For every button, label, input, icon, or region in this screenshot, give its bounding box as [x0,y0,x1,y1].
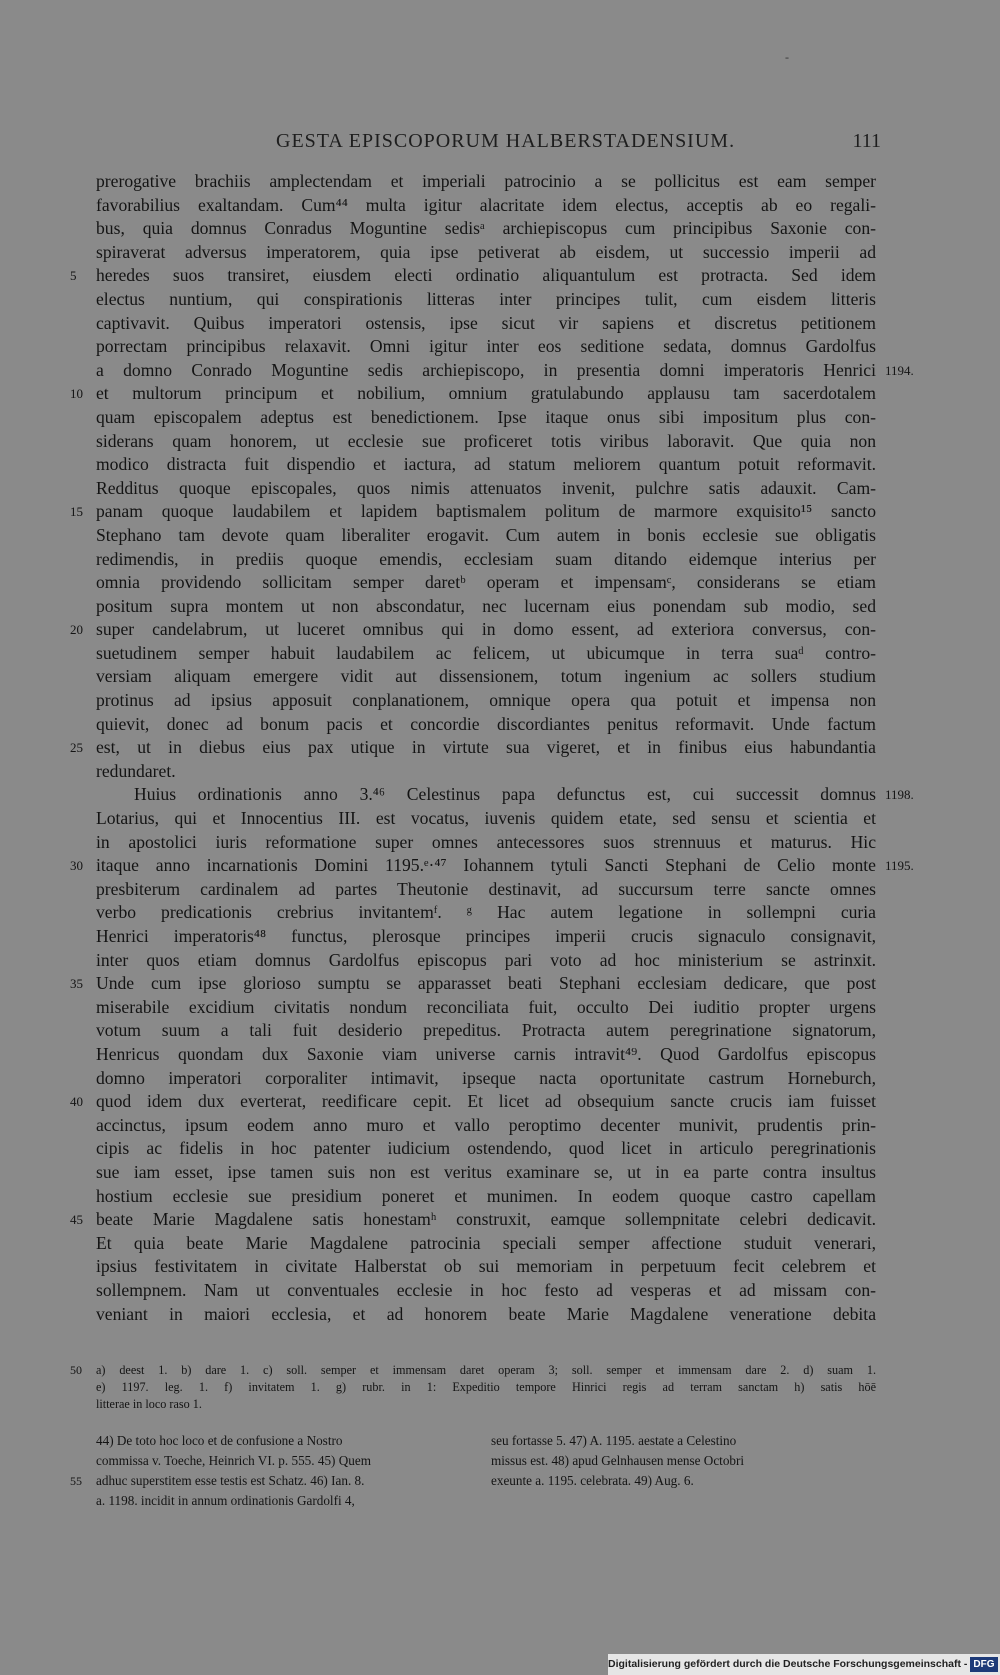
text-line [96,760,876,784]
line-text: electus nuntium, qui conspirationis litteras inter principes tulit, cum eisdem litteris [96,288,876,309]
text-line [96,406,876,430]
line-text: Henricus quondam dux Saxonie viam universe carnis intravit⁴⁹. Quod Gardolfus episcopus [96,1043,876,1064]
line-text: Redditus quoque episcopales, quos nimis attenuatos invenit, pulchre satis adauxit. Cam- [96,477,876,498]
text-line [96,1232,876,1256]
text-line [70,618,876,642]
text-line [96,1137,876,1161]
text-line [96,430,876,454]
line-text: porrectam principibus relaxavit. Omni igitur inter eos seditione sedata, domnus Gardolfus [96,336,876,357]
text-line [96,901,876,925]
line-text: prerogative brachiis amplectendam et imperiali patrocinio a se pollicitus est eam semper [96,171,876,191]
text-line [96,831,876,855]
text-line [96,359,914,383]
line-text: Et quia beate Marie Magdalene patrocinia speciali semper affectione studuit venerari, [96,1232,876,1253]
line-number: 20 [70,622,83,638]
text-line [96,288,876,312]
apparatus-text: e) 1197. leg. 1. f) invitatem 1. g) rubr. in 1: Expeditio tempore Hinrici regis ad terram sanctam h) satis hōē [96,1380,876,1394]
note-left: adhuc superstitem esse testis est Schatz. 46) Ian. 8. [96,1473,365,1488]
apparatus-line [96,1379,876,1396]
text-line [96,170,876,194]
note-right: missus est. 48) apud Gelnhausen mense Octobri [491,1453,745,1468]
text-line [96,1019,876,1043]
text-line [70,1208,876,1232]
line-text: et multorum principum et nobilium, omnium gratulabundo applausu tam sacerdotalem [96,383,876,404]
line-text: redimendis, in prediis quoque emendis, ecclesiam suam ditando eidemque interius per [96,548,876,569]
line-text: Huius ordinationis anno 3.⁴⁶ Celestinus papa defunctus est, cui successit domnus [134,784,876,805]
line-number: 5 [70,268,77,284]
note-left: a. 1198. incidit in annum ordinationis Gardolfi 4, [96,1493,355,1508]
line-text: est, ut in diebus eius pax utique in virtute sua vigeret, et in finibus eius habundantia [96,737,876,758]
text-line [96,1279,876,1303]
note-row [96,1431,876,1451]
line-text: quam episcopalem adeptus est benedictionem. Ipse itaque onus sibi impositum plus con- [96,406,876,427]
line-text: sollempnem. Nam ut conventuales ecclesie in hoc festo ad vesperas et ad missam con- [96,1279,876,1300]
text-line [70,854,914,878]
page-number: 111 [852,130,881,152]
text-line [96,595,876,619]
apparatus-text: litterae in loco raso 1. [96,1397,202,1411]
line-text: favorabilius exaltandam. Cum⁴⁴ multa igitur alacritate idem electus, acceptis ab eo regali- [96,194,876,215]
text-line [70,972,876,996]
text-line [70,1090,876,1114]
line-text: quievit, donec ad bonum pacis et concordie discordiantes penitus reformavit. Unde factum [96,713,876,734]
line-text: super candelabrum, ut luceret omnibus qui in domo essent, ad exteriora conversus, con- [96,619,876,640]
line-number: 25 [70,740,83,756]
running-header [96,130,881,156]
line-number: 55 [70,1474,82,1488]
line-text: votum suum a tali fuit desiderio prepeditus. Protracta autem peregrinatione signatorum, [96,1020,876,1041]
line-number: 40 [70,1094,83,1110]
text-line [96,665,876,689]
margin-year: 1195. [885,858,914,874]
text-line [70,382,876,406]
line-text: Lotarius, qui et Innocentius III. est vocatus, iuvenis quidem etate, sed sensu et scientia et [96,808,876,829]
line-text: positum supra montem ut non abscondatur, nec lucernam eius ponendam sub modio, sed [96,595,876,616]
note-right: exeunte a. 1195. celebrata. 49) Aug. 6. [491,1473,694,1488]
text-line [96,312,876,336]
dfg-logo: DFG [970,1657,997,1672]
line-text: domno imperatori corporaliter intimavit, ipseque nacta oportunitate castrum Horneburch, [96,1067,876,1088]
line-text: verbo predicationis crebrius invitantemᶠ. ᵍ Hac autem legatione in sollempni curia [96,902,876,923]
line-text: spiraverat adversus imperatorem, quia ipse petiverat ab eisdem, ut successio imperii ad [96,241,876,262]
apparatus-line [70,1362,876,1379]
text-line [96,1067,876,1091]
text-line [96,477,876,501]
note-left: commissa v. Toeche, Heinrich VI. p. 555. 45) Quem [96,1453,371,1468]
text-line [96,925,876,949]
text-line [70,736,876,760]
text-line [96,453,876,477]
text-line [96,878,876,902]
line-text: quod idem dux everterat, reedificare cepit. Et licet ad obsequium sancte crucis iam fuisset [96,1091,876,1112]
line-text: modico distracta fuit dispendio et iactura, ad statum meliorem quantum potuit reformavit. [96,454,876,475]
text-line [96,1303,876,1327]
running-title: GESTA EPISCOPORUM HALBERSTADENSIUM. [276,130,736,152]
text-line [96,783,914,807]
line-number: 30 [70,858,83,874]
note-row [96,1451,876,1471]
text-line [96,548,876,572]
text-line [96,241,876,265]
line-text: a domno Conrado Moguntine sedis archiepiscopo, in presentia domni imperatoris Henrici [96,359,876,380]
line-text: protinus ad ipsius apposuit conplanationem, omnique opera qua potuit et impensa non [96,690,876,711]
text-line [96,996,876,1020]
margin-year: 1194. [885,362,914,378]
text-line [96,689,876,713]
text-line [96,335,876,359]
line-text: captivavit. Quibus imperatori ostensis, ipse sicut vir sapiens et discretus petitionem [96,312,876,333]
text-line [70,264,876,288]
line-number: 15 [70,504,83,520]
line-text: cipis ac fidelis in hoc patenter iudicium ostendendo, quod licet in articulo peregrinationis [96,1138,876,1159]
page-mark: - [785,50,789,64]
main-text [70,170,914,1326]
note-row [70,1471,876,1491]
text-line [96,1043,876,1067]
text-line [96,1185,876,1209]
line-text: itaque anno incarnationis Domini 1195.ᵉ·⁴⁷ Iohannem tytuli Sancti Stephani de Celio monte [96,855,876,876]
text-line [96,642,876,666]
line-number: 35 [70,976,83,992]
line-text: redundaret. [96,760,176,781]
line-text: presbiterum cardinalem ad partes Theutonie destinavit, ad succursum terre sancte omnes [96,878,876,899]
text-line [96,713,876,737]
text-line [96,217,876,241]
line-text: accinctus, ipsum eodem anno muro et vallo peroptimo decenter munivit, prudentis prin- [96,1114,876,1135]
line-text: in apostolici iuris reformatione super omnes antecessores suos strennuus et maturus. Hic [96,831,876,852]
line-text: inter quos etiam domnus Gardolfus episcopus pari voto ad hoc ministerium se astrinxit. [96,949,876,970]
dfg-footer [608,1654,1000,1675]
line-text: ipsius festivitatem in civitate Halberstat ob sui memoriam in perpetuum fecit celebrem et [96,1256,876,1277]
line-number: 10 [70,386,83,402]
text-line [96,194,876,218]
line-text: sue iam esset, ipse tamen suis non est veritus examinare se, ut in ea parte contra insultus [96,1161,876,1182]
line-text: veniant in maiori ecclesia, et ad honorem beate Marie Magdalene veneratione debita [96,1303,876,1324]
text-line [96,807,876,831]
line-text: panam quoque laudabilem et lapidem baptismalem politum de marmore exquisito¹⁵ sancto [96,501,876,522]
text-line [96,1255,876,1279]
line-text: Unde cum ipse glorioso sumptu se apparasset beati Stephani ecclesiam dedicare, que post [96,973,876,994]
historical-notes [70,1431,876,1511]
apparatus-text: a) deest 1. b) dare 1. c) soll. semper et immensam daret operam 3; soll. semper et immensam dare 2. d) suam 1. [96,1363,876,1377]
line-text: siderans quam honorem, ut ecclesie sue proficeret totis viribus laboravit. Que quia non [96,430,876,451]
text-line [70,500,876,524]
line-number: 50 [70,1363,82,1377]
text-line [96,949,876,973]
line-text: hostium ecclesie sue presidium poneret et munimen. In eodem quoque castro capellam [96,1185,876,1206]
note-row [96,1491,876,1511]
line-text: miserabile excidium civitatis nondum reconciliata fuit, occulto Dei iuditio propter urgens [96,996,876,1017]
note-right: seu fortasse 5. 47) A. 1195. aestate a Celestino [491,1433,737,1448]
line-text: versiam aliquam emergere vidit aut dissensionem, totum ingenium ac sollers studium [96,666,876,687]
line-text: suetudinem semper habuit laudabilem ac felicem, ut ubicumque in terra suaᵈ contro- [96,642,876,663]
footer-text: Digitalisierung gefördert durch die Deutsche Forschungsgemeinschaft - [608,1658,968,1670]
line-text: heredes suos transiret, eiusdem electi ordinatio aliquantulum est protracta. Sed idem [96,265,876,286]
text-line [96,524,876,548]
apparatus-line [96,1396,876,1413]
note-left: 44) De toto hoc loco et de confusione a Nostro [96,1433,343,1448]
critical-apparatus [70,1362,876,1413]
line-text: Henrici imperatoris⁴⁸ functus, plerosque principes imperii crucis signaculo consignavit, [96,926,876,946]
line-text: omnia providendo sollicitam semper daretᵇ operam et impensamᶜ, considerans se etiam [96,572,876,593]
line-text: bus, quia domnus Conradus Moguntine sedisᵃ archiepiscopus cum principibus Saxonie con- [96,218,876,239]
line-text: beate Marie Magdalene satis honestamʰ construxit, eamque sollempnitate celebri dedicavit. [96,1209,876,1230]
line-text: Stephano tam devote quam liberaliter erogavit. Cum autem in bonis ecclesie sue obligatis [96,524,876,545]
text-line [96,1114,876,1138]
margin-year: 1198. [885,787,914,803]
line-number: 45 [70,1212,83,1228]
text-line [96,571,876,595]
text-line [96,1161,876,1185]
